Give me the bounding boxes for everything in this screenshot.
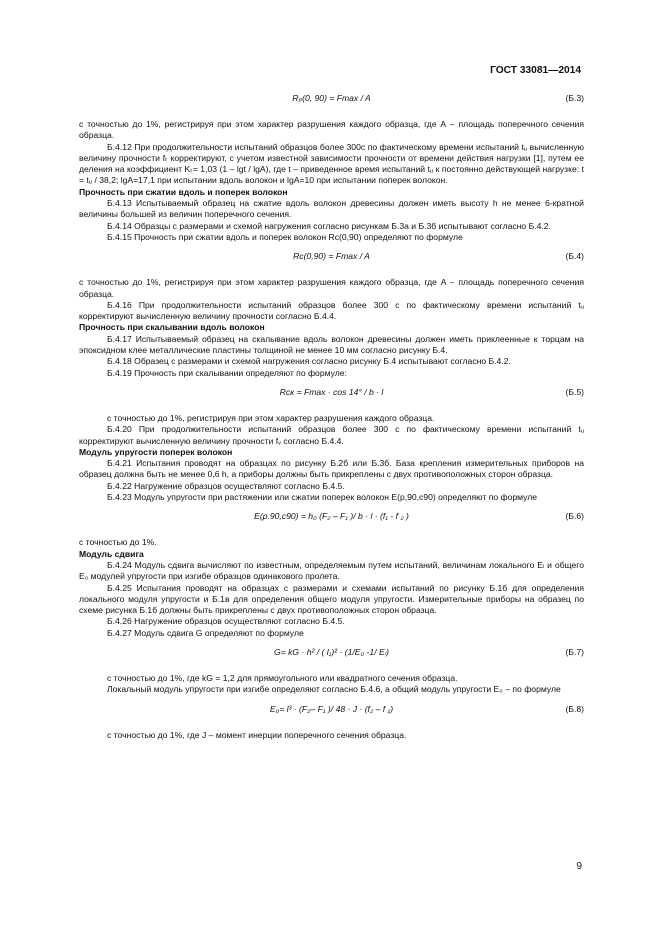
formula-text: G= kG · h² / ( l₁)² · (1/E₀ -1/ Eₗ) [274, 646, 389, 657]
formula-b6 [79, 511, 584, 527]
paragraph: с точностью до 1%, регистрируя при этом характер разрушения каждого образца, где А – площадь поперечного сечения образца. [79, 119, 584, 141]
paragraph-b4-12: Б.4.12 При продолжительности испытаний образцов более 300с по фактическому времени испытаний tᵤ вычисленную величину прочности fₜ корректируют, с учетом известной зависимости прочности от времени действия нагрузки [1], путем ее деления на коэффициент Kₜ= 1,03 (1 – lgt / lgA), где t – приведенное время испытаний tᵤ к постоянно действующей нагрузке: t = tᵤ / 38,2; lgA=17,1 при испытании вдоль волокон и lgA=10 при испытании поперек волокон. [79, 141, 584, 186]
formula-number: (Б.4) [565, 251, 584, 262]
page-number: 9 [576, 861, 582, 872]
paragraph: с точностью до 1%, где kG = 1,2 для прямоугольного или квадратного сечения образца. [107, 672, 458, 683]
formula-number: (Б.5) [565, 386, 584, 397]
paragraph-b4-26: Б.4.26 Нагружение образцов осуществляют согласно Б.4.5. [107, 616, 345, 627]
paragraph-b4-24: Б.4.24 Модуль сдвига вычисляют по известным, определяемым путем испытаний, величинам локального Eₗ и общего E₀ модулей упругости при изгибе образцов одинакового пролета. [79, 559, 584, 582]
paragraph-b4-13: Б.4.13 Испытываемый образец на сжатие вдоль волокон древесины должен иметь высоту h не менее 6-кратной величины большей из величин поперечного сечения. [79, 198, 584, 220]
formula-b5 [79, 387, 584, 403]
paragraph-b4-16: Б.4.16 При продолжительности испытаний образцов более 300 с по фактическому времени испытаний tᵤ корректируют вычисленную величину прочности согласно Б.4.4. [79, 299, 584, 322]
formula-number: (Б.8) [565, 703, 584, 714]
section-heading: Модуль упругости поперек волокон [79, 446, 233, 457]
formula-text: Rcк = Fmax · cos 14° / b · l [279, 386, 384, 397]
section-heading: Модуль сдвига [79, 548, 144, 559]
paragraph: с точностью до 1%, регистрируя при этом характер разрушения каждого образца. [107, 412, 435, 423]
formula-text: E₀= l³ · (F₂– F₁ )/ 48 · J · (f₂ – f ₁) [269, 703, 394, 714]
paragraph-b4-19: Б.4.19 Прочность при скалывании определяют по формуле: [107, 367, 347, 378]
paragraph: с точностью до 1%, где J – момент инерции поперечного сечения образца. [107, 729, 407, 740]
paragraph-b4-14: Б.4.14 Образцы с размерами и схемой нагружения согласно рисункам Б.3а и Б.3б испытывают согласно Б.4.2. [107, 220, 551, 231]
formula-text: Rc(0,90) = Fmax / A [293, 251, 370, 262]
formula-b4 [79, 251, 584, 267]
formula-b3 [79, 93, 584, 109]
section-heading: Прочность при скалывании вдоль волокон [79, 322, 265, 333]
formula-number: (Б.7) [565, 646, 584, 657]
section-heading: Прочность при сжатии вдоль и поперек волокон [79, 186, 288, 197]
formula-number: (Б.6) [565, 511, 584, 522]
paragraph-b4-25: Б.4.25 Испытания проводят на образцах с размерами и схемами испытаний по рисунку Б.1б для определения локального модуля упругости и Б.1в для определения общего модуля упругости. Измерительные приборы на образец по схеме рисунка Б.1б должны быть прикреплены с двух противоположных сторон образца. [79, 582, 584, 616]
formula-b7 [79, 647, 584, 663]
paragraph-b4-15: Б.4.15 Прочность при сжатии вдоль и поперек волокон Rc(0,90) определяют по формуле [107, 231, 463, 242]
paragraph-b4-23: Б.4.23 Модуль упругости при растяжении или сжатии поперек волокон E(p,90,c90) определяют по формуле [107, 492, 538, 503]
paragraph-b4-18: Б.4.18 Образец с размерами и схемой нагружения согласно рисунку Б.4 испытывают согласно Б.4.2. [107, 356, 511, 367]
formula-text: Rₚ(0, 90) = Fmax / A [292, 93, 371, 103]
formula-b8 [79, 704, 584, 720]
paragraph: Локальный модуль упругости при изгибе определяют согласно Б.4.6, а общий модуль упругости E₀ – по формуле [107, 684, 561, 695]
paragraph: с точностью до 1%. [79, 537, 157, 548]
paragraph-b4-21: Б.4.21 Испытания проводят на образцах по рисунку Б.2б или Б.3б. База крепления измерительных приборов на образец должна быть не менее 0,6 h, а приборы должны быть прикреплены с двух противоположных сторон образца. [79, 458, 584, 480]
paragraph: с точностью до 1%, регистрируя при этом характер разрушения каждого образца, где A – площадь поперечного сечения образца. [79, 277, 584, 299]
paragraph-b4-27: Б.4.27 Модуль сдвига G определяют по формуле [107, 627, 304, 638]
paragraph-b4-20: Б.4.20 При продолжительности испытаний образцов более 300 с по фактическому времени испытаний tᵤ корректируют вычисленную величину прочности fᵥ согласно Б.4.4. [79, 424, 584, 446]
standard-header: ГОСТ 33081—2014 [490, 65, 581, 76]
paragraph-b4-22: Б.4.22 Нагружение образцов осуществляют согласно Б.4.5. [107, 480, 345, 491]
formula-number: (Б.3) [565, 93, 584, 103]
document-body [79, 85, 584, 741]
paragraph-b4-17: Б.4.17 Испытываемый образец на скалывание вдоль волокон древесины должен иметь приклеенные к торцам на эпоксидном клее металлические пластины толщиной не менее 10 мм согласно рисунку Б.4. [79, 333, 584, 356]
formula-text: E(p.90,c90) = h₀ (F₂ – F₁ )/ b · l · (f₁ - f ₂ ) [254, 511, 409, 522]
